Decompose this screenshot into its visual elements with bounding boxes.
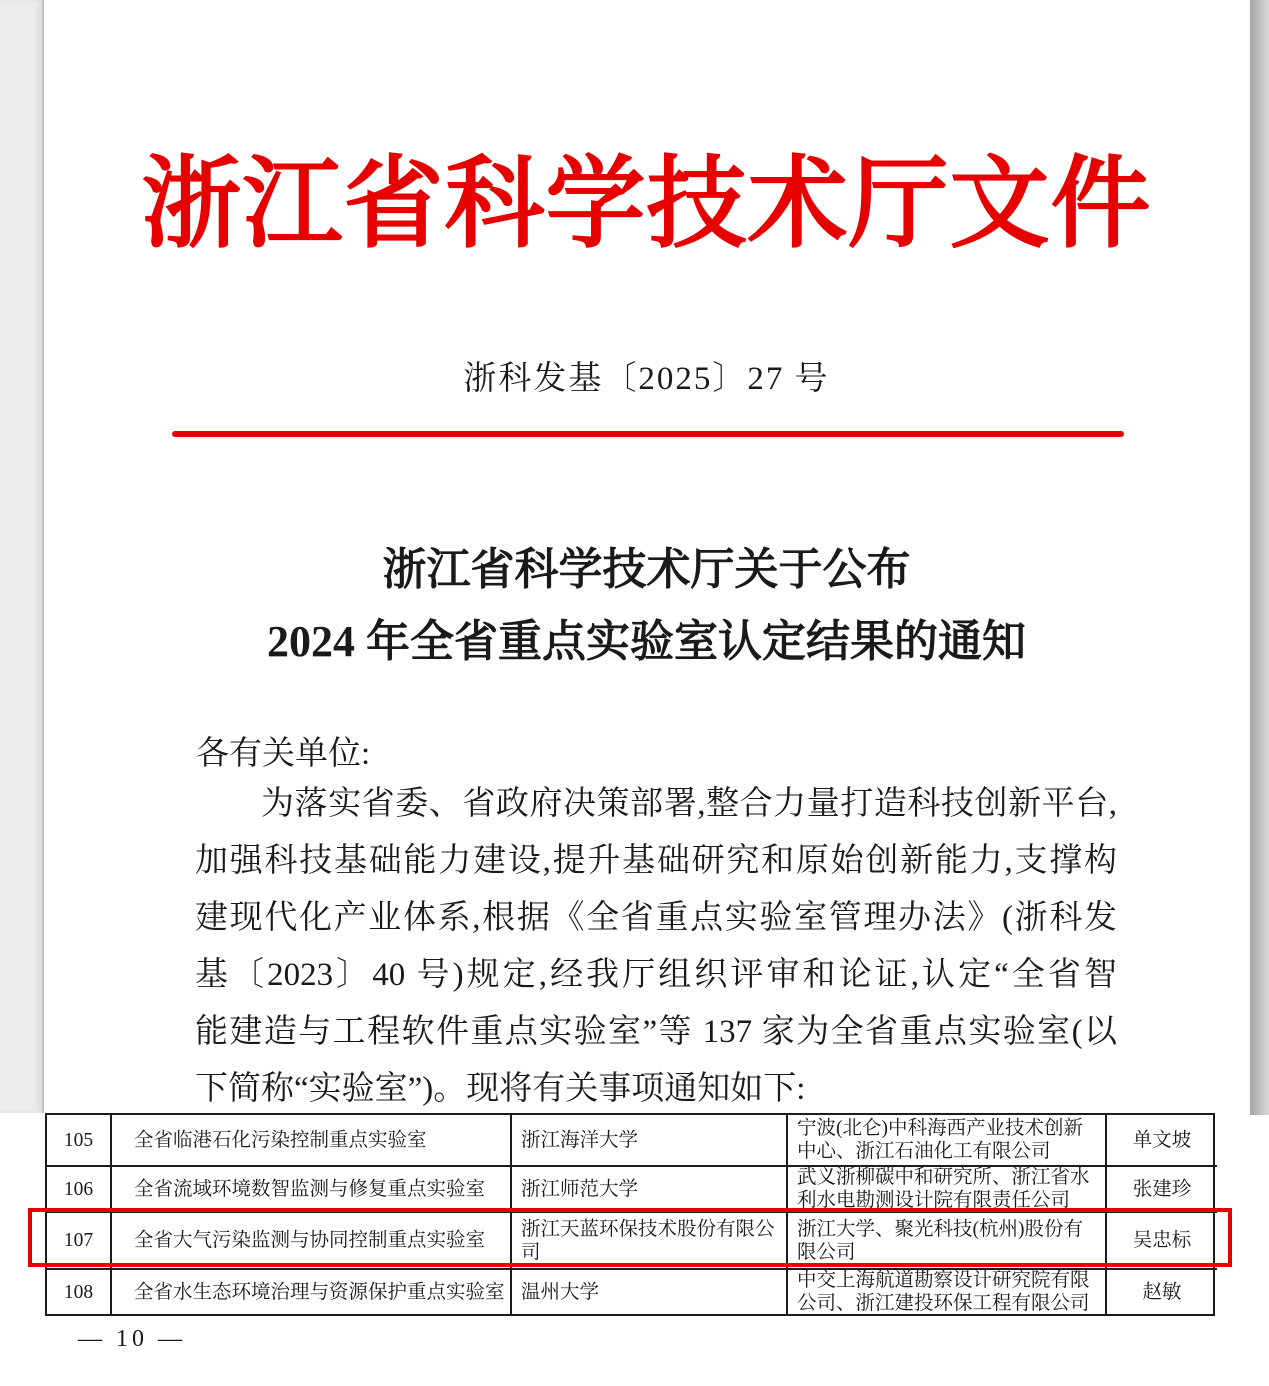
table-cell-director: 单文坡 <box>1107 1115 1217 1167</box>
table-cell-institution: 浙江海洋大学 <box>512 1115 788 1167</box>
table-cell-lab-name: 全省临港石化污染控制重点实验室 <box>112 1115 512 1167</box>
table-cell-director: 赵敏 <box>1142 1281 1182 1303</box>
table-cell-director: 吴忠标 <box>1107 1213 1217 1270</box>
table-cell-institution: 温州大学 <box>512 1270 788 1314</box>
table-cell-institution: 浙江天蓝环保技术股份有限公司 <box>512 1213 788 1270</box>
body-line: 加强科技基础能力建设,提升基础研究和原始创新能力,支撑构 <box>195 843 1117 879</box>
body-line: 能建造与工程软件重点实验室”等 137 家为全省重点实验室(以 <box>195 1014 1117 1050</box>
laboratory-results-table <box>45 1113 1215 1316</box>
table-cell-number: 106 <box>47 1167 112 1213</box>
notice-title-line-2: 2024 年全省重点实验室认定结果的通知 <box>267 617 1026 666</box>
table-cell-lab-name: 全省流域环境数智监测与修复重点实验室 <box>112 1167 512 1213</box>
body-line: 为落实省委、省政府决策部署,整合力量打造科技创新平台, <box>261 786 1117 822</box>
table-cell-partners: 浙江大学、聚光科技(杭州)股份有限公司 <box>788 1213 1107 1270</box>
table-cell-director: 张建珍 <box>1107 1167 1217 1213</box>
table-cell-number: 107 <box>47 1213 112 1270</box>
table-cell-institution: 浙江师范大学 <box>512 1167 788 1213</box>
salutation: 各有关单位: <box>196 736 371 772</box>
header-divider-rule <box>172 431 1124 437</box>
table-cell-lab-name: 全省水生态环境治理与资源保护重点实验室 <box>112 1270 512 1314</box>
body-line: 基〔2023〕40 号)规定,经我厅组织评审和论证,认定“全省智 <box>195 957 1117 993</box>
scan-left-margin <box>0 0 44 1113</box>
table-cell-partners: 中交上海航道勘察设计研究院有限公司、浙江建投环保工程有限公司 <box>788 1270 1107 1314</box>
table-cell-partners: 武义浙柳碳中和研究所、浙江省水利水电勘测设计院有限责任公司 <box>788 1167 1107 1213</box>
body-paragraph <box>195 776 1117 1118</box>
table-cell-lab-name: 全省大气污染监测与协同控制重点实验室 <box>112 1213 512 1270</box>
scan-right-margin <box>1250 0 1269 1115</box>
table-cell-number: 105 <box>47 1115 112 1167</box>
document-number: 浙科发基〔2025〕27 号 <box>463 361 830 397</box>
document-header-title: 浙江省科学技术厅文件 <box>141 149 1152 260</box>
notice-title-line-1: 浙江省科学技术厅关于公布 <box>382 545 911 594</box>
page-number: — 10 — <box>78 1326 186 1352</box>
table-cell-partners: 宁波(北仑)中科海西产业技术创新中心、浙江石油化工有限公司 <box>788 1115 1107 1167</box>
body-line: 建现代化产业体系,根据《全省重点实验室管理办法》(浙科发 <box>195 900 1117 936</box>
body-line: 下简称“实验室”)。现将有关事项通知如下: <box>195 1071 806 1107</box>
table-cell-number: 108 <box>47 1270 112 1314</box>
